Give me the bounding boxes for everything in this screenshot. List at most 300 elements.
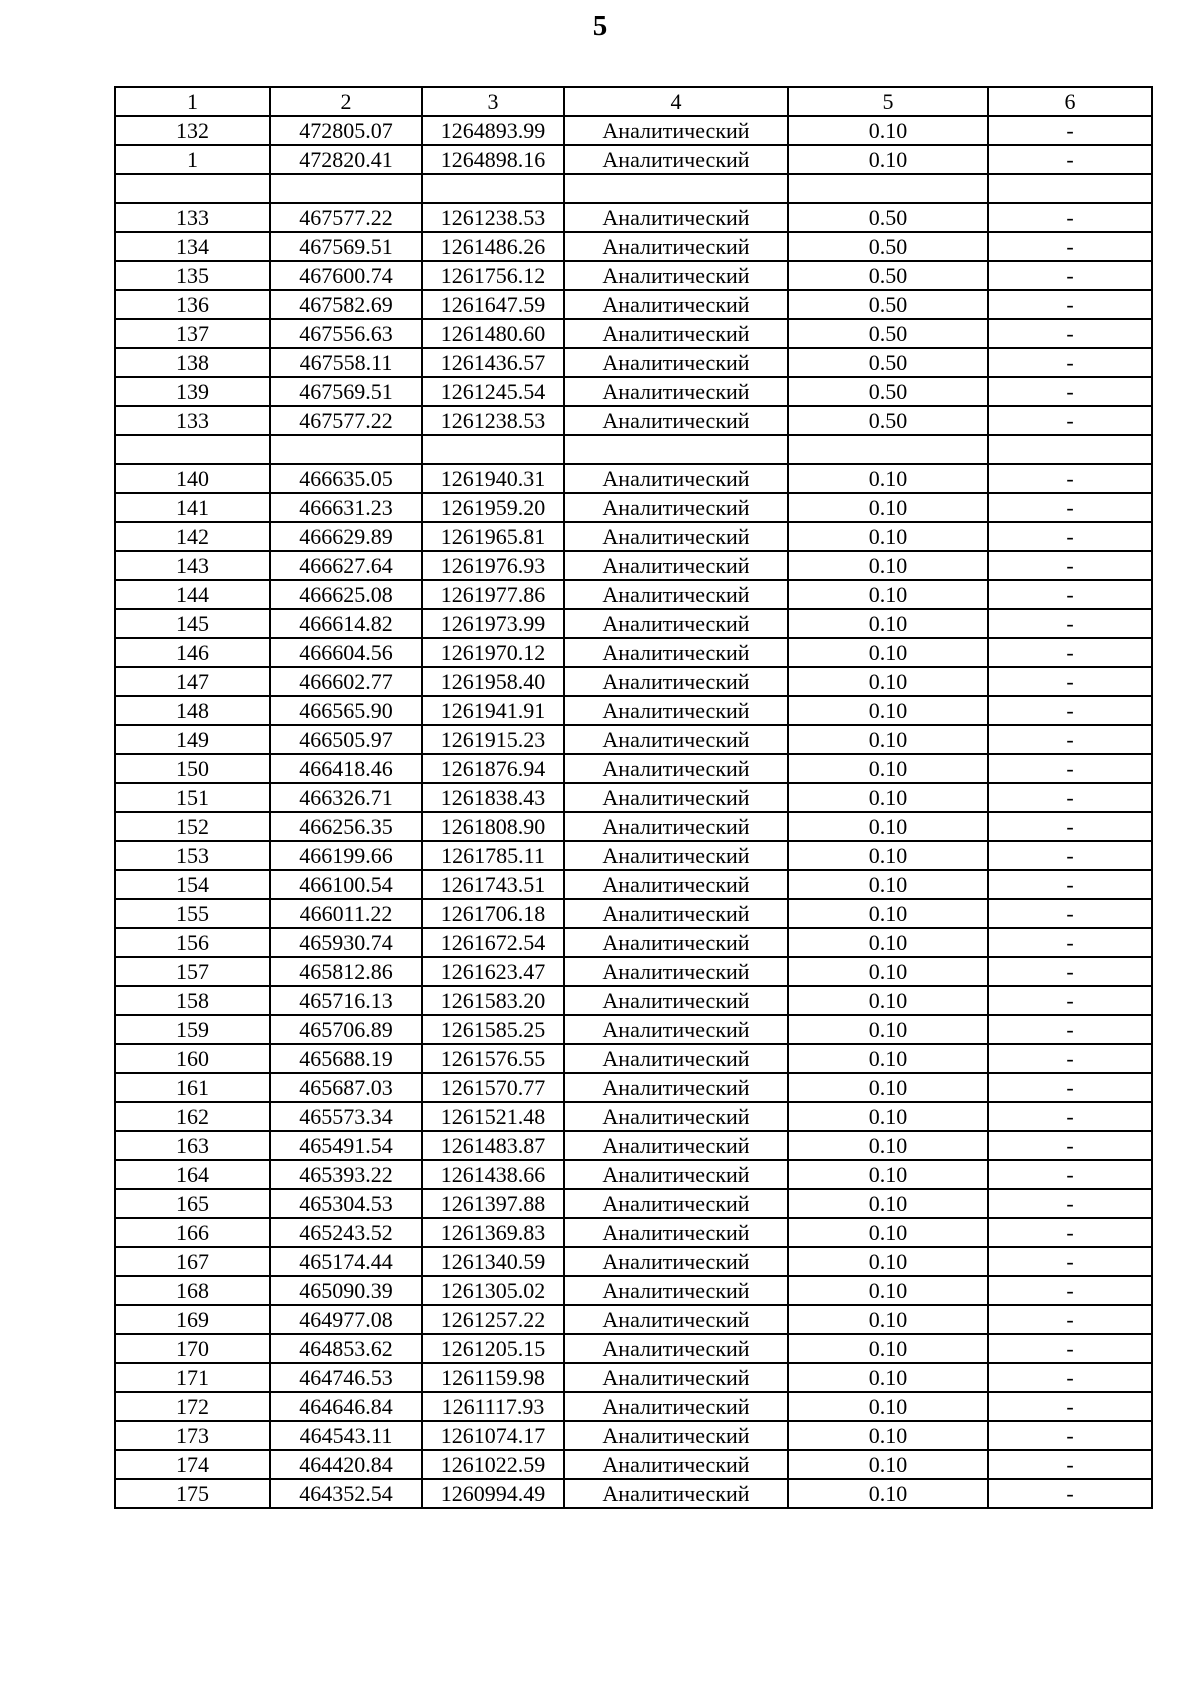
x-coordinate-cell: 466627.64 [270,551,422,580]
y-coordinate-cell: 1261238.53 [422,406,564,435]
y-coordinate-cell: 1261570.77 [422,1073,564,1102]
accuracy-cell: 0.10 [788,841,988,870]
table-row [115,1131,1152,1160]
accuracy-cell: 0.10 [788,493,988,522]
method-cell: Аналитический [564,1334,788,1363]
note-cell: - [988,1102,1152,1131]
coordinates-table-body [115,87,1152,1508]
y-coordinate-cell: 1261397.88 [422,1189,564,1218]
note-cell: - [988,899,1152,928]
x-coordinate-cell: 466629.89 [270,522,422,551]
table-row [115,1276,1152,1305]
method-cell: Аналитический [564,609,788,638]
point-number-cell: 158 [115,986,270,1015]
point-number-cell: 174 [115,1450,270,1479]
table-row [115,1421,1152,1450]
table-row [115,145,1152,174]
accuracy-cell: 0.10 [788,580,988,609]
table-row [115,203,1152,232]
y-coordinate-cell: 1261576.55 [422,1044,564,1073]
method-cell: Аналитический [564,1044,788,1073]
table-row [115,1073,1152,1102]
y-coordinate-cell: 1261074.17 [422,1421,564,1450]
method-cell: Аналитический [564,1421,788,1450]
method-cell: Аналитический [564,667,788,696]
accuracy-cell: 0.10 [788,1131,988,1160]
note-cell: - [988,696,1152,725]
point-number-cell: 133 [115,406,270,435]
x-coordinate-cell: 467558.11 [270,348,422,377]
method-cell: Аналитический [564,203,788,232]
y-coordinate-cell: 1261977.86 [422,580,564,609]
note-cell: - [988,841,1152,870]
point-number-cell: 145 [115,609,270,638]
page-number: 5 [592,10,608,42]
y-coordinate-cell: 1261436.57 [422,348,564,377]
x-coordinate-cell: 466326.71 [270,783,422,812]
y-coordinate-cell: 1261958.40 [422,667,564,696]
accuracy-cell: 0.10 [788,1479,988,1508]
y-coordinate-cell: 1261305.02 [422,1276,564,1305]
accuracy-cell [788,174,988,203]
x-coordinate-cell: 465573.34 [270,1102,422,1131]
accuracy-cell: 0.10 [788,1073,988,1102]
point-number-cell: 172 [115,1392,270,1421]
accuracy-cell: 0.10 [788,551,988,580]
method-cell: Аналитический [564,116,788,145]
x-coordinate-cell: 467577.22 [270,203,422,232]
point-number-cell: 167 [115,1247,270,1276]
point-number-cell [115,435,270,464]
point-number-cell: 161 [115,1073,270,1102]
table-row [115,348,1152,377]
note-cell: - [988,783,1152,812]
x-coordinate-cell: 465090.39 [270,1276,422,1305]
point-number-cell: 156 [115,928,270,957]
method-cell: Аналитический [564,1015,788,1044]
table-row [115,870,1152,899]
point-number-cell: 168 [115,1276,270,1305]
note-cell: - [988,1189,1152,1218]
table-row [115,319,1152,348]
x-coordinate-cell: 466565.90 [270,696,422,725]
y-coordinate-cell: 1261257.22 [422,1305,564,1334]
accuracy-cell: 0.10 [788,1305,988,1334]
table-row [115,1044,1152,1073]
y-coordinate-cell: 1264893.99 [422,116,564,145]
method-cell: Аналитический [564,1218,788,1247]
accuracy-cell: 0.10 [788,1363,988,1392]
table-row [115,1160,1152,1189]
table-row [115,522,1152,551]
method-cell: Аналитический [564,957,788,986]
accuracy-cell: 0.10 [788,899,988,928]
accuracy-cell: 0.10 [788,928,988,957]
point-number-cell: 171 [115,1363,270,1392]
y-coordinate-cell: 1261973.99 [422,609,564,638]
table-row [115,986,1152,1015]
note-cell: - [988,319,1152,348]
method-cell: Аналитический [564,493,788,522]
point-number-cell: 175 [115,1479,270,1508]
note-cell: - [988,522,1152,551]
x-coordinate-cell: 467569.51 [270,377,422,406]
accuracy-cell: 0.50 [788,261,988,290]
table-row [115,1479,1152,1508]
table-row [115,1015,1152,1044]
x-coordinate-cell: 464646.84 [270,1392,422,1421]
note-cell: - [988,1247,1152,1276]
point-number-cell: 135 [115,261,270,290]
note-cell: - [988,725,1152,754]
x-coordinate-cell: 467569.51 [270,232,422,261]
note-cell: - [988,1479,1152,1508]
method-cell: Аналитический [564,1102,788,1131]
method-cell: Аналитический [564,348,788,377]
note-cell: - [988,348,1152,377]
y-coordinate-cell [422,174,564,203]
table-row [115,1334,1152,1363]
accuracy-cell: 0.10 [788,609,988,638]
point-number-cell [115,174,270,203]
note-cell: - [988,580,1152,609]
y-coordinate-cell: 1261808.90 [422,812,564,841]
x-coordinate-cell: 466505.97 [270,725,422,754]
note-cell: - [988,667,1152,696]
x-coordinate-cell: 465491.54 [270,1131,422,1160]
table-row [115,1102,1152,1131]
point-number-cell: 140 [115,464,270,493]
y-coordinate-cell: 1260994.49 [422,1479,564,1508]
point-number-cell: 157 [115,957,270,986]
point-number-cell: 150 [115,754,270,783]
x-coordinate-cell [270,174,422,203]
y-coordinate-cell: 1261785.11 [422,841,564,870]
method-cell: Аналитический [564,638,788,667]
note-cell: - [988,957,1152,986]
x-coordinate-cell: 466631.23 [270,493,422,522]
y-coordinate-cell: 1261915.23 [422,725,564,754]
note-cell: - [988,754,1152,783]
method-cell: Аналитический [564,261,788,290]
point-number-cell: 1 [115,145,270,174]
y-coordinate-cell: 1261623.47 [422,957,564,986]
coordinates-table [114,86,1153,1509]
y-coordinate-cell: 1261245.54 [422,377,564,406]
point-number-cell: 138 [115,348,270,377]
table-row [115,609,1152,638]
accuracy-cell: 0.10 [788,1015,988,1044]
note-cell: - [988,1363,1152,1392]
point-number-cell: 149 [115,725,270,754]
point-number-cell: 154 [115,870,270,899]
x-coordinate-cell: 464746.53 [270,1363,422,1392]
y-coordinate-cell: 1261959.20 [422,493,564,522]
x-coordinate-cell: 467556.63 [270,319,422,348]
table-row [115,261,1152,290]
x-coordinate-cell: 466602.77 [270,667,422,696]
table-row [115,1305,1152,1334]
accuracy-cell: 0.10 [788,870,988,899]
y-coordinate-cell: 1261756.12 [422,261,564,290]
x-coordinate-cell: 467600.74 [270,261,422,290]
accuracy-cell: 0.10 [788,696,988,725]
table-row [115,580,1152,609]
table-row [115,551,1152,580]
method-cell: Аналитический [564,1131,788,1160]
x-coordinate-cell: 464853.62 [270,1334,422,1363]
table-row [115,783,1152,812]
method-cell: Аналитический [564,841,788,870]
x-coordinate-cell: 472805.07 [270,116,422,145]
x-coordinate-cell: 465688.19 [270,1044,422,1073]
method-cell: Аналитический [564,377,788,406]
header-cell: 5 [788,87,988,116]
accuracy-cell: 0.10 [788,1334,988,1363]
point-number-cell: 159 [115,1015,270,1044]
note-cell: - [988,1160,1152,1189]
note-cell: - [988,145,1152,174]
x-coordinate-cell: 467577.22 [270,406,422,435]
method-cell [564,174,788,203]
header-cell: 4 [564,87,788,116]
y-coordinate-cell: 1261340.59 [422,1247,564,1276]
accuracy-cell: 0.10 [788,725,988,754]
accuracy-cell: 0.10 [788,1102,988,1131]
accuracy-cell: 0.10 [788,667,988,696]
method-cell: Аналитический [564,725,788,754]
note-cell: - [988,638,1152,667]
x-coordinate-cell: 467582.69 [270,290,422,319]
table-row [115,174,1152,203]
x-coordinate-cell: 466199.66 [270,841,422,870]
method-cell: Аналитический [564,783,788,812]
point-number-cell: 160 [115,1044,270,1073]
accuracy-cell [788,435,988,464]
x-coordinate-cell: 466418.46 [270,754,422,783]
table-row [115,290,1152,319]
note-cell: - [988,551,1152,580]
point-number-cell: 169 [115,1305,270,1334]
note-cell: - [988,609,1152,638]
x-coordinate-cell: 465706.89 [270,1015,422,1044]
table-row [115,1218,1152,1247]
y-coordinate-cell: 1261876.94 [422,754,564,783]
note-cell [988,174,1152,203]
method-cell: Аналитический [564,1392,788,1421]
x-coordinate-cell: 465174.44 [270,1247,422,1276]
note-cell: - [988,377,1152,406]
table-row [115,1189,1152,1218]
method-cell [564,435,788,464]
table-row [115,1392,1152,1421]
method-cell: Аналитический [564,1305,788,1334]
note-cell: - [988,406,1152,435]
note-cell: - [988,1334,1152,1363]
note-cell: - [988,1305,1152,1334]
note-cell: - [988,261,1152,290]
method-cell: Аналитический [564,551,788,580]
accuracy-cell: 0.50 [788,319,988,348]
table-row [115,899,1152,928]
accuracy-cell: 0.50 [788,406,988,435]
point-number-cell: 132 [115,116,270,145]
note-cell: - [988,1218,1152,1247]
accuracy-cell: 0.50 [788,348,988,377]
accuracy-cell: 0.10 [788,1189,988,1218]
y-coordinate-cell: 1261706.18 [422,899,564,928]
x-coordinate-cell [270,435,422,464]
note-cell: - [988,1421,1152,1450]
method-cell: Аналитический [564,406,788,435]
note-cell: - [988,1276,1152,1305]
y-coordinate-cell: 1261480.60 [422,319,564,348]
point-number-cell: 147 [115,667,270,696]
table-row [115,435,1152,464]
y-coordinate-cell: 1261022.59 [422,1450,564,1479]
y-coordinate-cell: 1261369.83 [422,1218,564,1247]
x-coordinate-cell: 466635.05 [270,464,422,493]
method-cell: Аналитический [564,232,788,261]
accuracy-cell: 0.10 [788,754,988,783]
method-cell: Аналитический [564,145,788,174]
note-cell: - [988,928,1152,957]
accuracy-cell: 0.10 [788,464,988,493]
method-cell: Аналитический [564,696,788,725]
accuracy-cell: 0.10 [788,1276,988,1305]
table-row [115,377,1152,406]
method-cell: Аналитический [564,1073,788,1102]
method-cell: Аналитический [564,1247,788,1276]
x-coordinate-cell: 465812.86 [270,957,422,986]
table-header-row [115,87,1152,116]
x-coordinate-cell: 465687.03 [270,1073,422,1102]
point-number-cell: 139 [115,377,270,406]
point-number-cell: 163 [115,1131,270,1160]
x-coordinate-cell: 466100.54 [270,870,422,899]
x-coordinate-cell: 464420.84 [270,1450,422,1479]
y-coordinate-cell: 1261483.87 [422,1131,564,1160]
x-coordinate-cell: 466011.22 [270,899,422,928]
point-number-cell: 133 [115,203,270,232]
note-cell: - [988,116,1152,145]
y-coordinate-cell: 1261117.93 [422,1392,564,1421]
point-number-cell: 142 [115,522,270,551]
method-cell: Аналитический [564,986,788,1015]
x-coordinate-cell: 472820.41 [270,145,422,174]
accuracy-cell: 0.10 [788,783,988,812]
header-cell: 1 [115,87,270,116]
note-cell: - [988,493,1152,522]
point-number-cell: 141 [115,493,270,522]
point-number-cell: 134 [115,232,270,261]
note-cell: - [988,1015,1152,1044]
method-cell: Аналитический [564,870,788,899]
note-cell: - [988,1450,1152,1479]
header-cell: 3 [422,87,564,116]
method-cell: Аналитический [564,1363,788,1392]
point-number-cell: 144 [115,580,270,609]
y-coordinate-cell: 1261672.54 [422,928,564,957]
accuracy-cell: 0.50 [788,232,988,261]
point-number-cell: 151 [115,783,270,812]
method-cell: Аналитический [564,290,788,319]
point-number-cell: 146 [115,638,270,667]
point-number-cell: 164 [115,1160,270,1189]
method-cell: Аналитический [564,522,788,551]
method-cell: Аналитический [564,464,788,493]
accuracy-cell: 0.10 [788,1421,988,1450]
x-coordinate-cell: 465243.52 [270,1218,422,1247]
table-row [115,406,1152,435]
method-cell: Аналитический [564,1479,788,1508]
method-cell: Аналитический [564,1189,788,1218]
y-coordinate-cell: 1261238.53 [422,203,564,232]
y-coordinate-cell: 1261743.51 [422,870,564,899]
accuracy-cell: 0.10 [788,1044,988,1073]
x-coordinate-cell: 466625.08 [270,580,422,609]
table-row [115,638,1152,667]
note-cell: - [988,1131,1152,1160]
point-number-cell: 170 [115,1334,270,1363]
x-coordinate-cell: 464977.08 [270,1305,422,1334]
method-cell: Аналитический [564,754,788,783]
accuracy-cell: 0.10 [788,1392,988,1421]
method-cell: Аналитический [564,1450,788,1479]
note-cell: - [988,203,1152,232]
point-number-cell: 162 [115,1102,270,1131]
point-number-cell: 153 [115,841,270,870]
accuracy-cell: 0.10 [788,1218,988,1247]
y-coordinate-cell: 1261438.66 [422,1160,564,1189]
y-coordinate-cell: 1264898.16 [422,145,564,174]
y-coordinate-cell: 1261970.12 [422,638,564,667]
y-coordinate-cell: 1261965.81 [422,522,564,551]
method-cell: Аналитический [564,812,788,841]
note-cell: - [988,986,1152,1015]
point-number-cell: 165 [115,1189,270,1218]
table-row [115,232,1152,261]
table-row [115,725,1152,754]
accuracy-cell: 0.10 [788,986,988,1015]
table-row [115,1247,1152,1276]
x-coordinate-cell: 465930.74 [270,928,422,957]
note-cell: - [988,232,1152,261]
accuracy-cell: 0.10 [788,957,988,986]
accuracy-cell: 0.50 [788,377,988,406]
point-number-cell: 148 [115,696,270,725]
table-row [115,116,1152,145]
method-cell: Аналитический [564,928,788,957]
x-coordinate-cell: 466614.82 [270,609,422,638]
accuracy-cell: 0.10 [788,638,988,667]
header-cell: 6 [988,87,1152,116]
note-cell: - [988,1073,1152,1102]
accuracy-cell: 0.10 [788,1450,988,1479]
accuracy-cell: 0.10 [788,1160,988,1189]
method-cell: Аналитический [564,580,788,609]
y-coordinate-cell: 1261941.91 [422,696,564,725]
point-number-cell: 155 [115,899,270,928]
note-cell: - [988,464,1152,493]
y-coordinate-cell: 1261205.15 [422,1334,564,1363]
y-coordinate-cell: 1261940.31 [422,464,564,493]
point-number-cell: 136 [115,290,270,319]
note-cell [988,435,1152,464]
table-row [115,957,1152,986]
table-row [115,928,1152,957]
point-number-cell: 143 [115,551,270,580]
